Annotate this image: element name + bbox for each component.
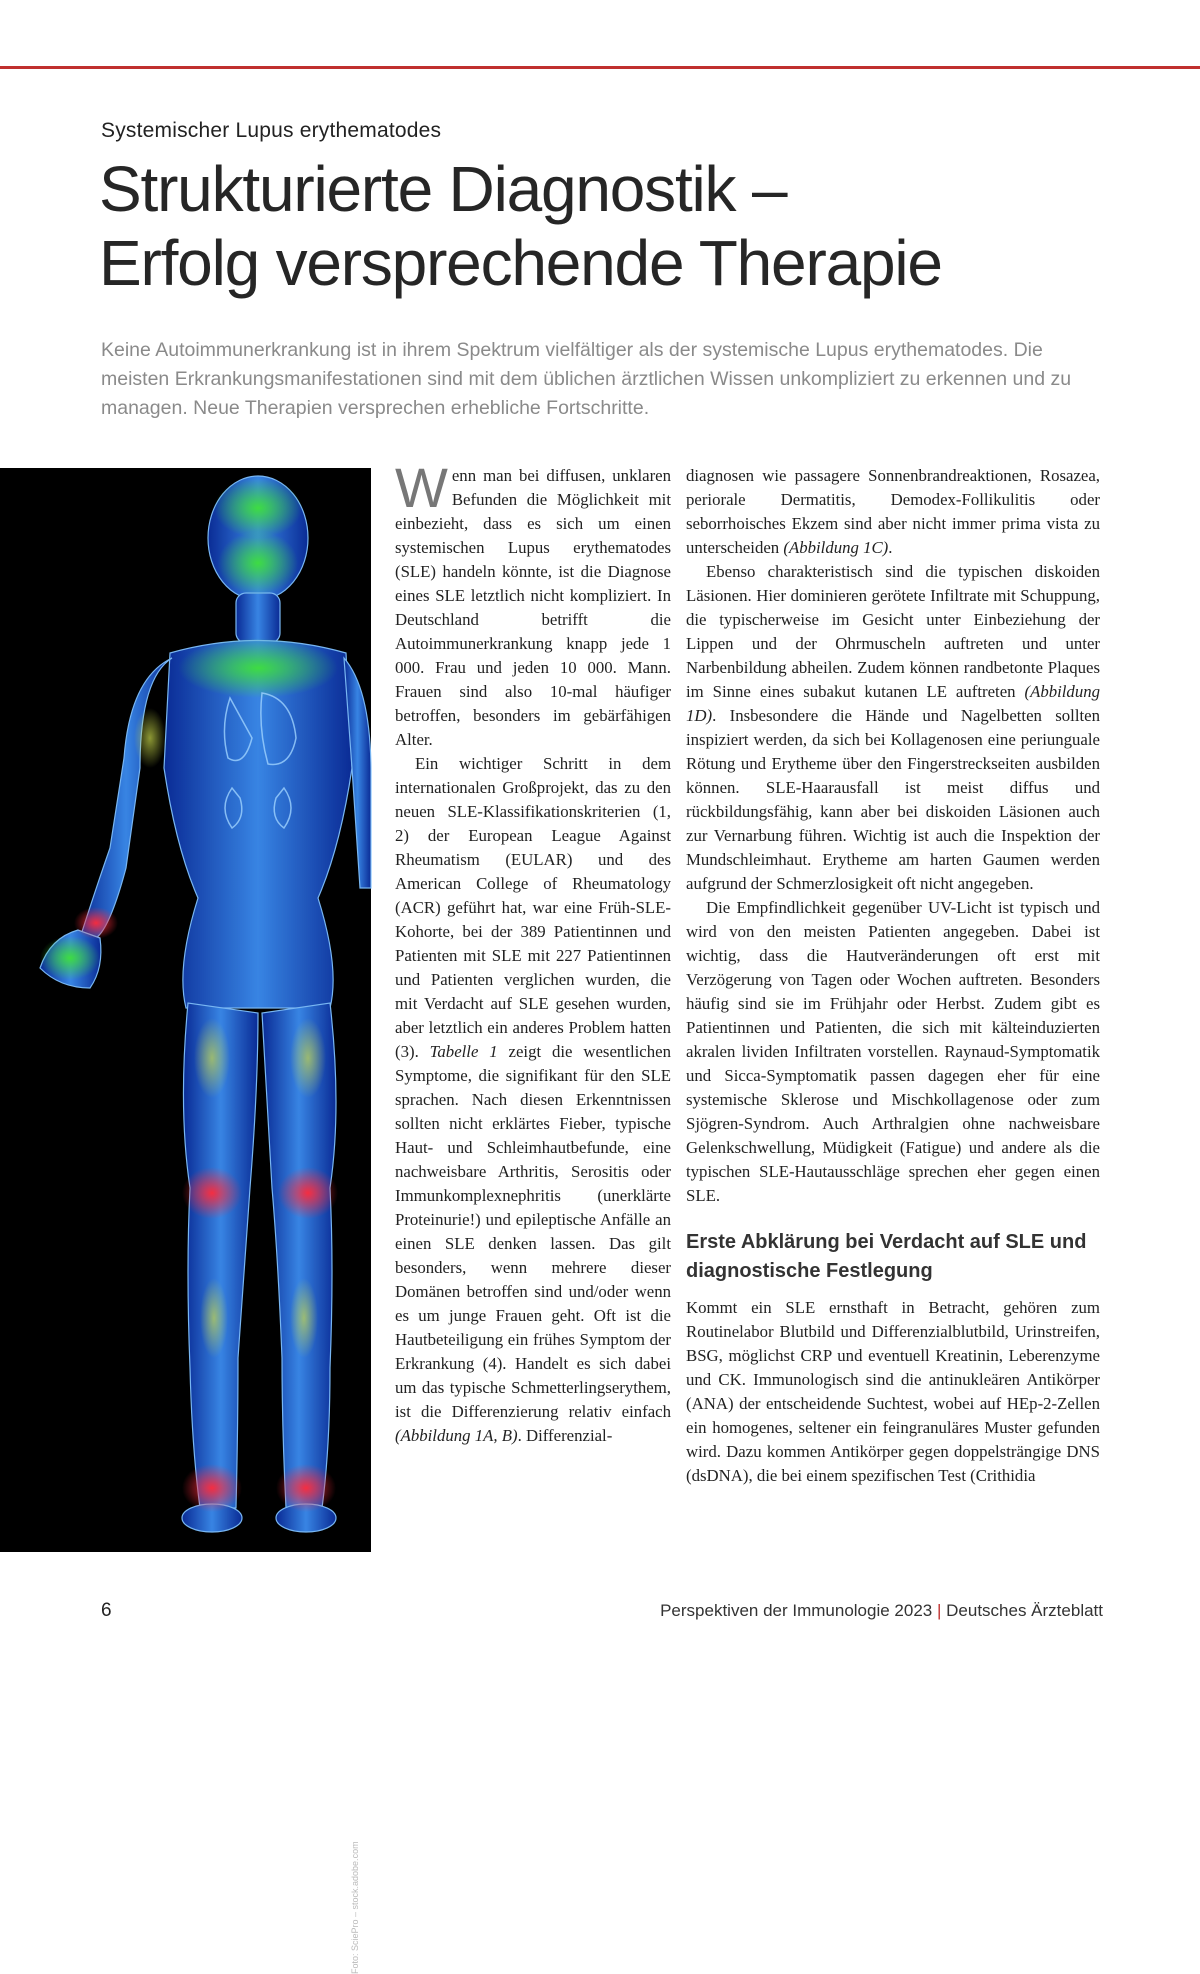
- text-column-2: [686, 464, 1100, 1488]
- section-subheading: Erste Abklärung bei Verdacht auf SLE und diagnostische Festlegung: [686, 1231, 1087, 1282]
- paragraph-text: Ebenso charakteristisch sind die typischen diskoiden Läsionen. Hier dominieren gerötete Infiltrate mit Schuppung, die typischerweise im Gesicht unter Einbeziehung der Lippen und der Ohrmuscheln auftreten und unter Narbenbildung abheilen. Zudem können randbetonte Plaques im Sinne eines subakut kutanen LE auftreten: [686, 562, 1100, 701]
- journal-name: Perspektiven der Immunologie 2023: [660, 1601, 933, 1620]
- paragraph-text: .: [888, 538, 893, 557]
- figure-reference: (Abbildung 1C): [783, 538, 889, 557]
- top-rule: [0, 66, 1200, 69]
- photo-credit: Foto: SciePro – stock.adobe.com: [350, 1841, 360, 1974]
- footer-separator: |: [936, 1601, 942, 1620]
- paragraph-text: diagnosen wie passagere Sonnenbrandreaktionen, Rosazea, periorale Dermatitis, Demodex-Follikulitis oder seborrhoisches Ekzem sind aber nicht immer prima vista zu unterscheiden: [686, 466, 1100, 557]
- title-line-2: Erfolg versprechende Therapie: [99, 227, 942, 299]
- paragraph-eular-acr: [395, 752, 671, 1448]
- human-body-graphic: [0, 468, 371, 1552]
- text-column-1: [395, 456, 671, 1448]
- paragraph-discoid: [686, 560, 1100, 896]
- figure-reference: (Abbildung 1A, B): [395, 1426, 518, 1445]
- paragraph-differential: [686, 464, 1100, 560]
- running-footer: [660, 1601, 1103, 1621]
- table-reference: Tabelle 1: [429, 1042, 498, 1061]
- intro-text: enn man bei diffusen, unklaren Befunden die Möglichkeit mit einbezieht, dass es sich um einen systemischen Lupus erythematodes (SLE) handeln könnte, ist die Diagnose eines SLE letztlich nicht kompliziert. In Deutschland betrifft die Autoimmunerkrankung knapp jede 1 000. Frau und jeden 10 000. Mann. Frauen sind also 10-mal häufiger betroffen, besonders im gebärfähigen Alter.: [395, 466, 671, 749]
- paragraph-text: . Insbesondere die Hände und Nagelbetten sollten inspiziert werden, da sich bei Kollagenosen eine periunguale Rötung und Erytheme über den Fingerstreckseiten ausbilden können. SLE-Haarausfall ist meist diffus und rückbildungsfähig, kann aber bei diskoiden Läsionen auch zur Vernarbung führen. Wichtig ist auch die Inspektion der Mundschleimhaut. Erytheme am harten Gaumen werden aufgrund der Schmerzlosigkeit oft nicht angegeben.: [686, 706, 1100, 893]
- page-number: 6: [101, 1600, 112, 1621]
- body-illustration: [0, 468, 371, 1974]
- paragraph-lab: Kommt ein SLE ernsthaft in Betracht, gehören zum Routinelabor Blutbild und Differenzialblutbild, Urinstreifen, BSG, möglichst CRP und eventuell Kreatinin, Leberenzyme und CK. Immunologisch sind die antinukleären Antikörper (ANA) der entscheidende Suchtest, wobei auf HEp-2-Zellen ein homogenes, seltener ein feingranuläres Muster gefunden wird. Dazu kommen Antikörper gegen doppelsträngige DNS (dsDNA), die bei einem spezifischen Test (Crithidia: [686, 1298, 1100, 1485]
- figure-reference: (Abbildung 1D): [686, 682, 1100, 725]
- paragraph-text: . Differenzial-: [517, 1426, 613, 1445]
- paragraph-text: Ein wichtiger Schritt in dem internationalen Großprojekt, das zu den neuen SLE-Klassifikationskriterien (1, 2) der European League Against Rheumatism (EULAR) und des American College of Rheumatology (ACR) geführt hat, war eine Früh-SLE-Kohorte, bei der 389 Patientinnen und Patienten mit SLE mit 227 Patientinnen und Patienten verglichen wurden, die mit Verdacht auf SLE gesehen wurden, aber letztlich ein anderes Problem hatten (3).: [395, 754, 671, 1061]
- title-line-1: Strukturierte Diagnostik –: [99, 153, 787, 225]
- paragraph-uv: Die Empfindlichkeit gegenüber UV-Licht ist typisch und wird von den meisten Patienten angegeben. Dabei ist wichtig, dass die Hautveränderungen oft erst mit Verzögerung von Tagen oder Wochen auftreten. Besonders häufig sind sie im Frühjahr oder Herbst. Zudem gibt es Patientinnen und Patienten, die sich mit kälteinduzierten akralen lividen Infiltraten vorstellen. Raynaud-Symptomatik und Sicca-Symptomatik passen dagegen eher für eine systemische Sklerose und Mischkollagenose oder zum Sjögren-Syndrom. Auch Arthralgien ohne nachweisbare Gelenkschwellung, Müdigkeit (Fatigue) und andere als die typischen SLE-Hautausschläge sprechen eher gegen einen SLE.: [686, 898, 1100, 1205]
- article-title: [99, 152, 1159, 300]
- lead-paragraph: Keine Autoimmunerkrankung ist in ihrem Spektrum vielfältiger als der systemische Lupus erythematodes. Die meisten Erkrankungsmanifestationen sind mit dem üblichen ärztlichen Wissen unkompliziert zu erkennen und zu managen. Neue Therapien versprechen erhebliche Fortschritte.: [101, 339, 1072, 419]
- section-kicker: Systemischer Lupus erythematodes: [101, 119, 442, 142]
- publisher-name: Deutsches Ärzteblatt: [946, 1601, 1103, 1620]
- intro-paragraph: [395, 456, 671, 752]
- paragraph-text: zeigt die wesentlichen Symptome, die signifikant für den SLE sprachen. Nach diesen Erkenntnissen sollten nicht erklärtes Fieber, typische Haut- und Schleimhautbefunde, eine nachweisbare Arthritis, Serositis oder Immunkomplexnephritis (unerklärte Proteinurie!) und epileptische Anfälle an einen SLE denken lassen. Das gilt besonders, wenn mehrere dieser Domänen betroffen sind und/oder wenn es um junge Frauen geht. Oft ist die Hautbeteiligung ein frühes Symptom der Erkrankung (4). Handelt es sich dabei um das typische Schmetterlingserythem, ist die Differenzierung relativ einfach: [395, 1042, 671, 1421]
- drop-cap: W: [395, 456, 448, 519]
